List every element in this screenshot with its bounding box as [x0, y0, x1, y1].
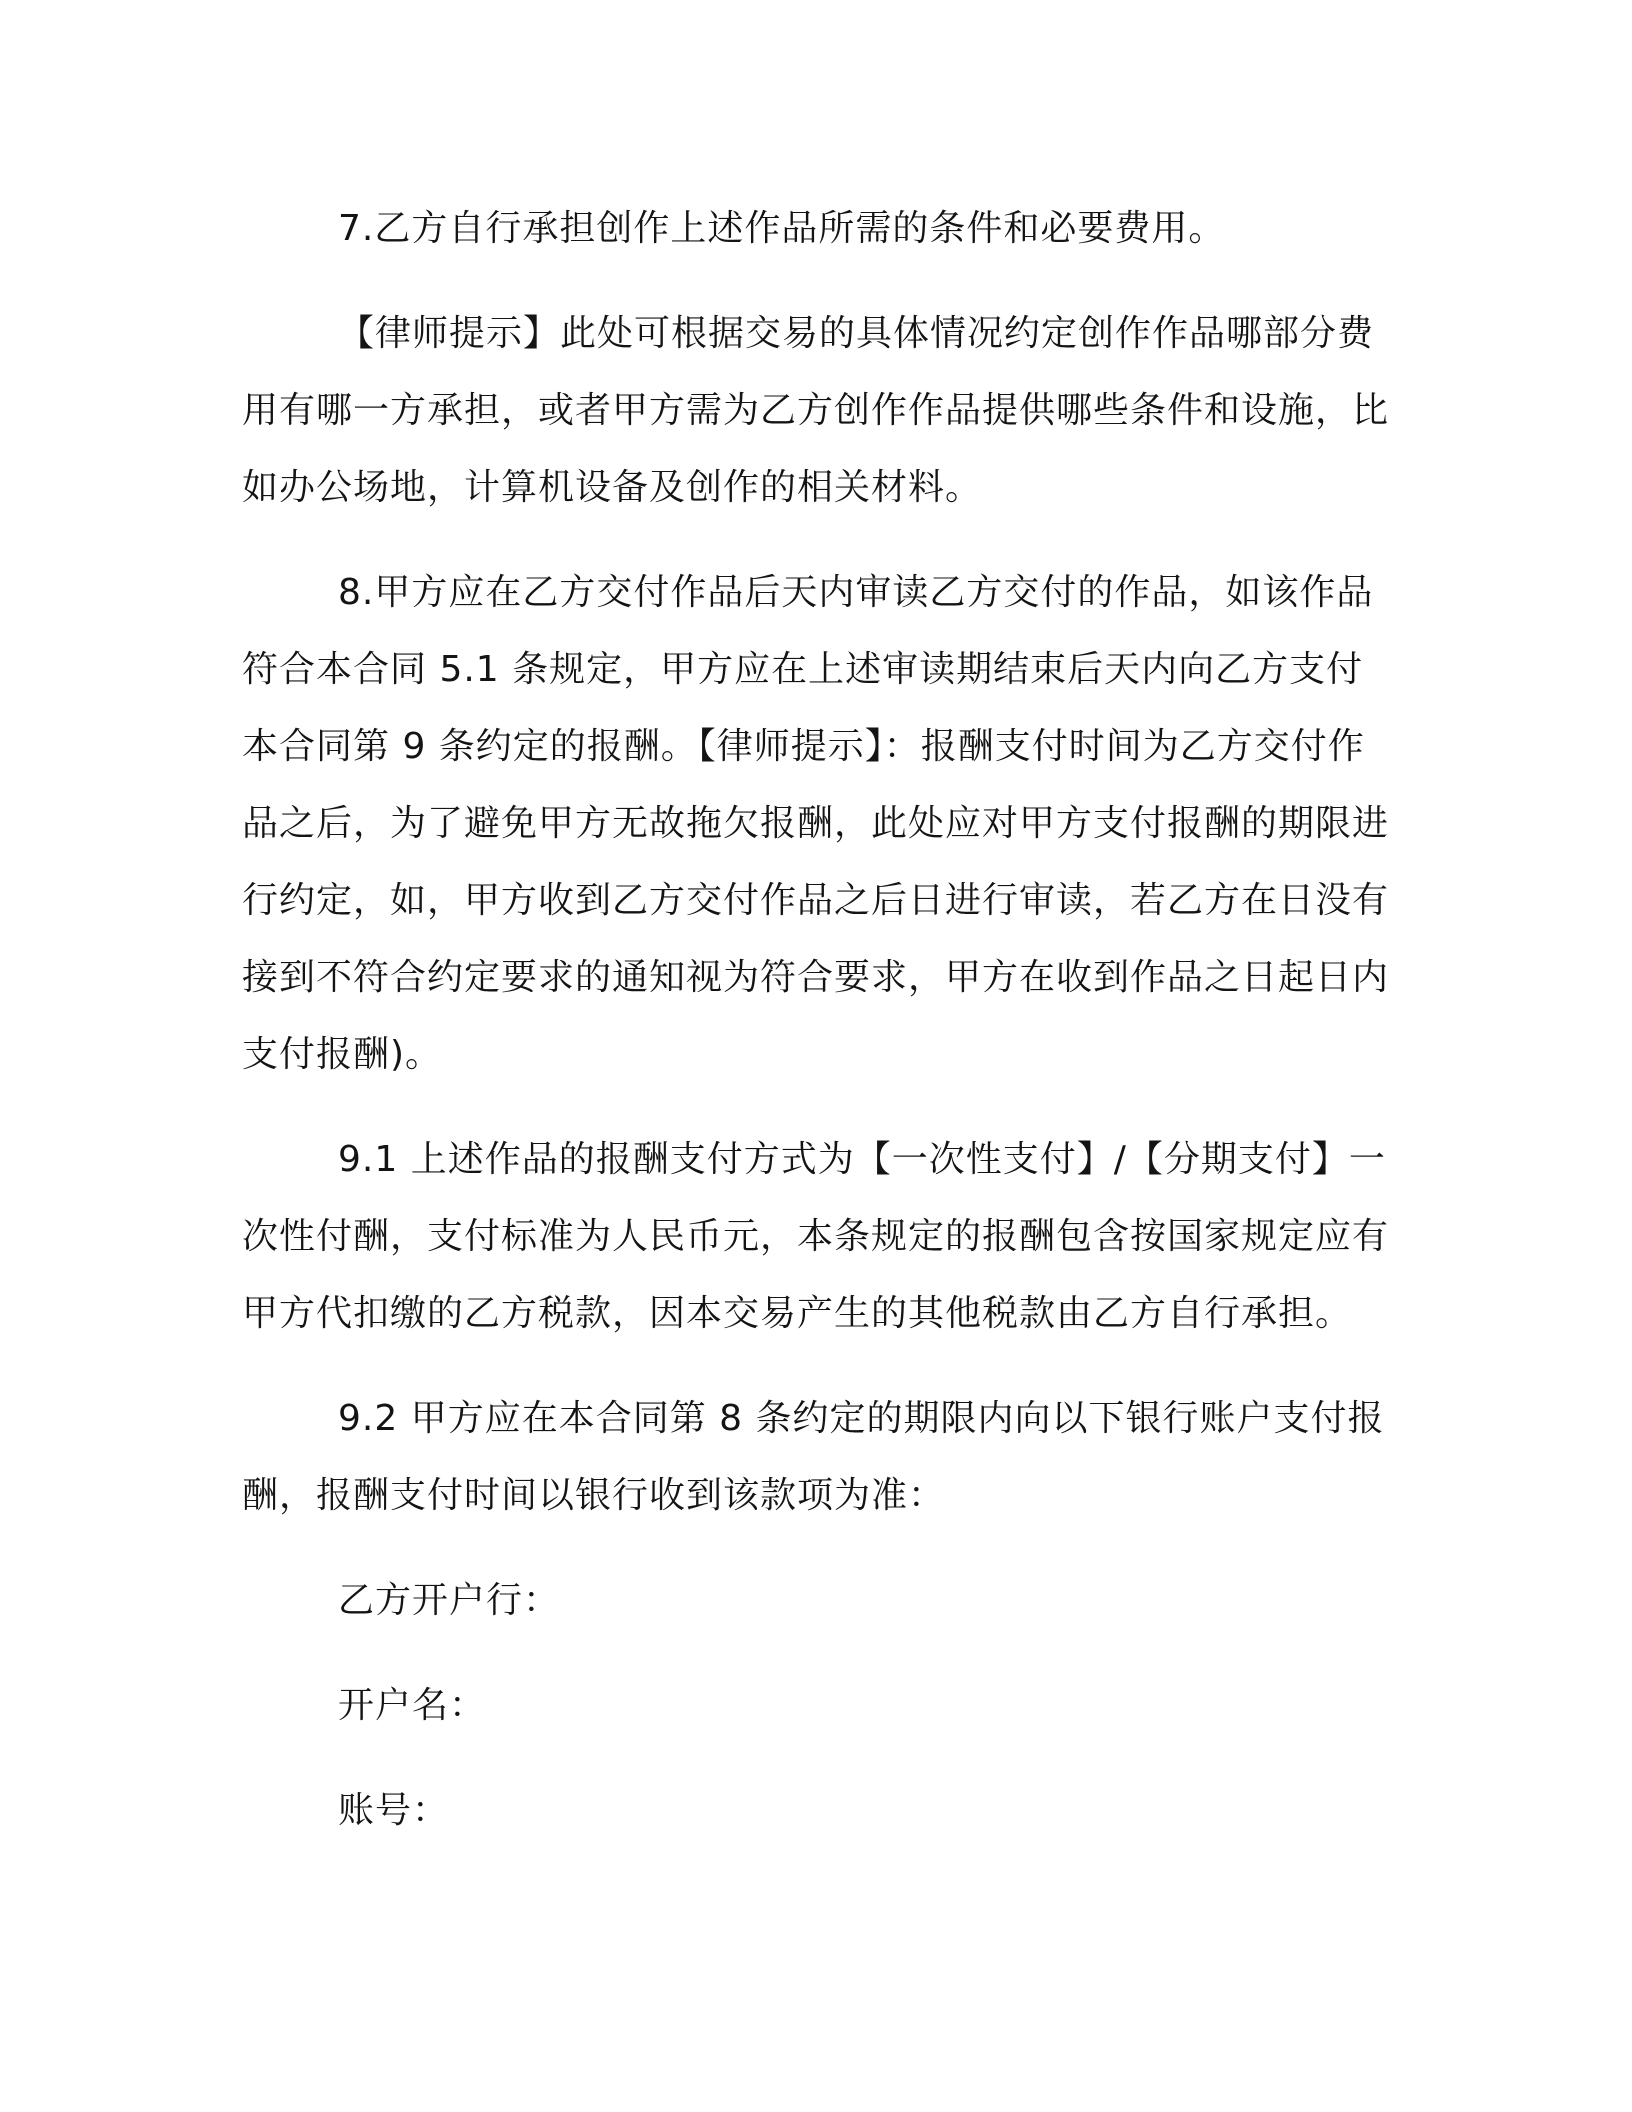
document-body [242, 190, 1392, 1849]
bank-field-label: 乙方开户行： [338, 1580, 561, 1621]
clause-9-1: 9.1 上述作品的报酬支付方式为【一次性支付】/【分期支付】一次性付酬，支付标准为人民币元，本条规定的报酬包含按国家规定应有甲方代扣缴的乙方税款，因本交易产生的其他税款由乙方自行承担。 [242, 1139, 1390, 1334]
lawyer-tip-7: 【律师提示】此处可根据交易的具体情况约定创作作品哪部分费用有哪一方承担，或者甲方需为乙方创作作品提供哪些条件和设施，比如办公场地，计算机设备及创作的相关材料。 [242, 313, 1390, 508]
account-number-field-label: 账号： [338, 1790, 450, 1831]
clause-7: 7.乙方自行承担创作上述作品所需的条件和必要费用。 [338, 208, 1226, 249]
clause-9-2: 9.2 甲方应在本合同第 8 条约定的期限内向以下银行账户支付报酬，报酬支付时间以银行收到该款项为准： [242, 1398, 1385, 1516]
account-name-field-label: 开户名： [338, 1685, 487, 1726]
clause-8: 8.甲方应在乙方交付作品后天内审读乙方交付的作品，如该作品符合本合同 5.1 条规定，甲方应在上述审读期结束后天内向乙方支付本合同第 9 条约定的报酬。【律师提示】：报酬支付时间为乙方交付作品之后，为了避免甲方无故拖欠报酬，此处应对甲方支付报酬的期限进行约定，如，甲方收到乙方交付作品之后日进行审读，若乙方在日没有接到不符合约定要求的通知视为符合要求，甲方在收到作品之日起日内支付报酬)。 [242, 572, 1390, 1075]
